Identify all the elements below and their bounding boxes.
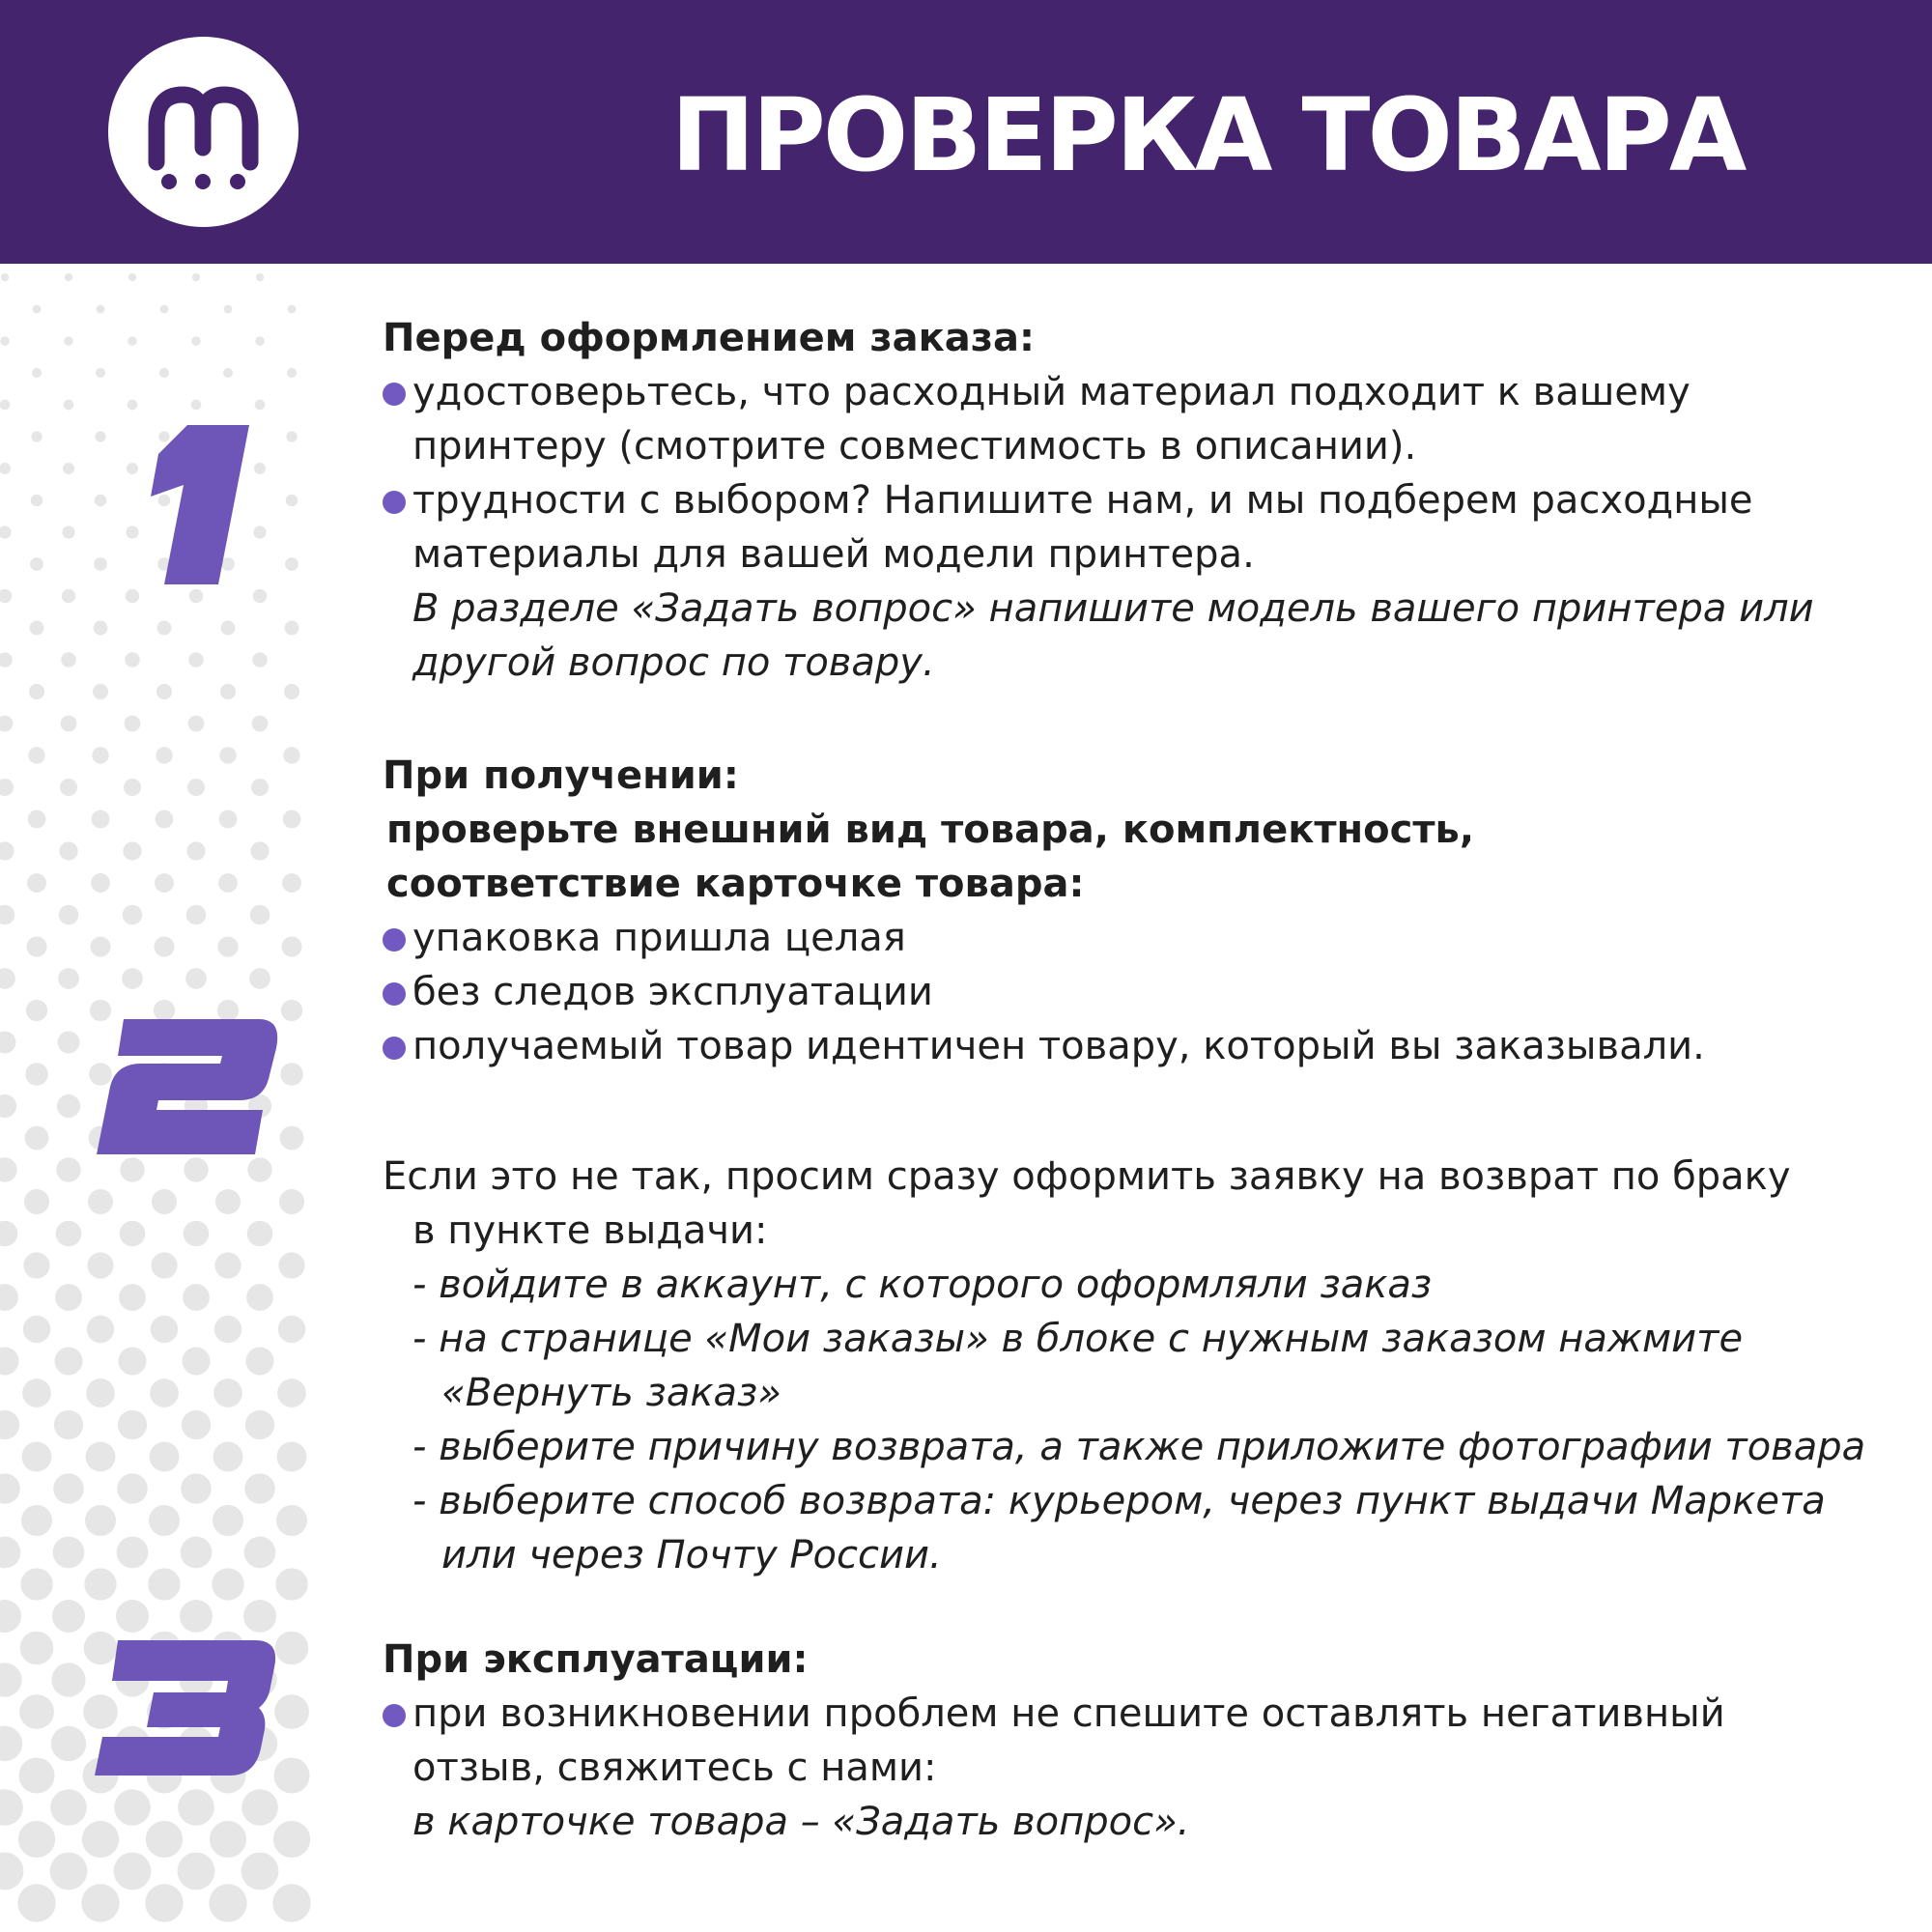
bullet-dot-icon (383, 1704, 406, 1727)
bullet-dot-icon (383, 491, 406, 514)
section-1-bullet-1-line-2: принтеру (смотрите совместимость в описании). (412, 424, 1417, 469)
section-2-bullet-2: без следов эксплуатации (412, 970, 933, 1014)
bullet-dot-icon (383, 982, 406, 1006)
section-1-bullet-2-line-2: материалы для вашей модели принтера. (412, 532, 1255, 577)
return-instructions-line-1: Если это не так, просим сразу оформить заявку на возврат по браку (383, 1154, 1791, 1199)
section-2-title: При получении: (383, 753, 739, 798)
page-title: ПРОВЕРКА ТОВАРА (670, 76, 1745, 194)
return-instructions-line-2: в пункте выдачи: (412, 1208, 768, 1253)
bullet-dot-icon (383, 1037, 406, 1060)
bullet-dot-icon (383, 383, 406, 406)
section-1-bullet-2-line-1: трудности с выбором? Напишите нам, и мы подберем расходные (412, 478, 1753, 523)
section-1-bullet-1-line-1: удостоверьтесь, что расходный материал подходит к вашему (412, 370, 1690, 414)
return-step-1: - войдите в аккаунт, с которого оформляли заказ (412, 1263, 1433, 1307)
section-2-intro-line-2: соответствие карточке товара: (386, 862, 1085, 906)
section-2-bullet-3: получаемый товар идентичен товару, который вы заказывали. (412, 1024, 1705, 1068)
bullet-dot-icon (383, 928, 406, 952)
return-step-2-line-1: - на странице «Мои заказы» в блоке с нужным заказом нажмите (412, 1317, 1744, 1361)
section-3-bullet-1-line-1: при возникновении проблем не спешите оставлять негативный (412, 1691, 1725, 1736)
section-1-note-line-2: другой вопрос по товару. (412, 640, 935, 685)
return-step-2-line-2: «Вернуть заказ» (441, 1371, 781, 1415)
section-3-note: в карточке товара – «Задать вопрос». (412, 1800, 1190, 1844)
section-1-title: Перед оформлением заказа: (383, 316, 1036, 360)
return-step-4-line-1: - выберите способ возврата: курьером, через пункт выдачи Маркета (412, 1479, 1826, 1523)
return-step-3: - выберите причину возврата, а также приложите фотографии товара (412, 1425, 1866, 1469)
section-2-intro-line-1: проверьте внешний вид товара, комплектность, (386, 808, 1475, 852)
section-3-bullet-1-line-2: отзыв, свяжитесь с нами: (412, 1746, 937, 1790)
section-3-title: При эксплуатации: (383, 1637, 809, 1682)
return-step-4-line-2: или через Почту России. (441, 1533, 942, 1577)
section-2-bullet-1: упаковка пришла целая (412, 916, 906, 960)
section-1-note-line-1: В разделе «Задать вопрос» напишите модель вашего принтера или (412, 586, 1814, 631)
